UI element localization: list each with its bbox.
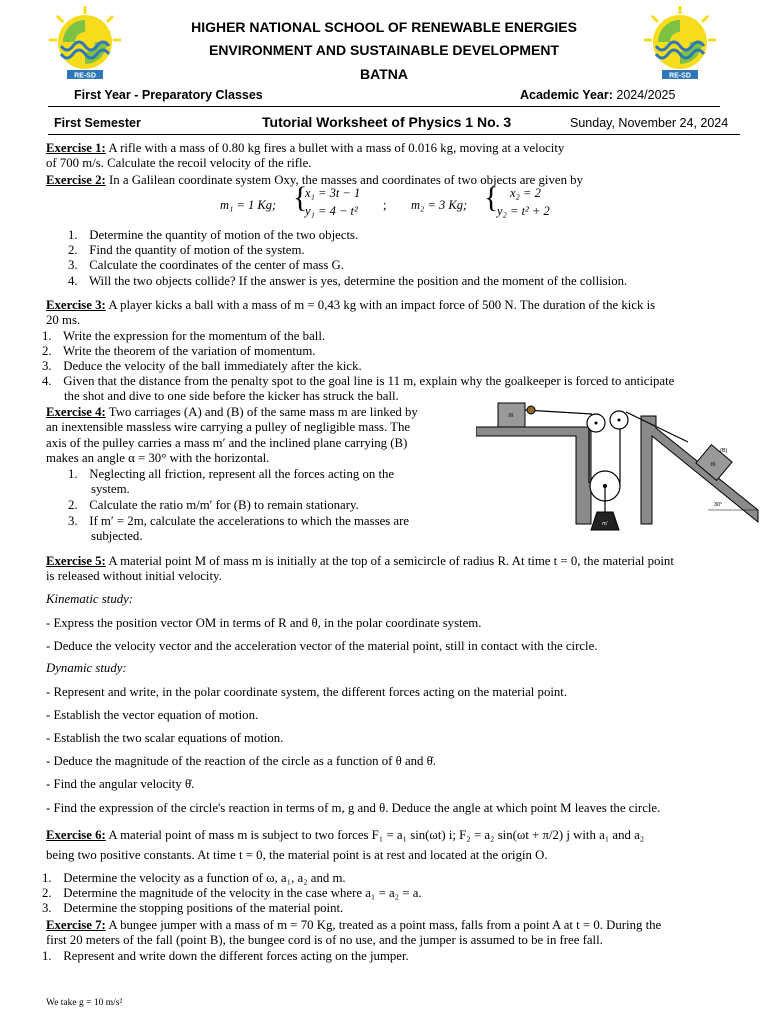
ex5-line2: is released without initial velocity. xyxy=(46,569,222,583)
ex3-item-1: 1. Write the expression for the momentum of the ball. xyxy=(42,329,326,343)
ex6-item-3: 3. Determine the stopping positions of the material point. xyxy=(42,901,344,915)
ex7-line1: Exercise 7: A bungee jumper with a mass of m = 70 Kg, treated as a point mass, falls from a point A at t = 0. During the xyxy=(46,918,662,932)
block-B-tag: (B) xyxy=(720,448,728,454)
table-support xyxy=(476,427,591,524)
ex7-line2: first 20 meters of the fall (point B), the bungee cord is of no use, and the jumper is assumed to be in free fall. xyxy=(46,933,603,947)
dynamic-item-1: - Represent and write, in the polar coordinate system, the different forces acting on the material point. xyxy=(46,685,568,699)
ex1-label: Exercise 1: xyxy=(46,141,106,155)
header-divider xyxy=(48,106,720,107)
ex2-brace2: { xyxy=(484,181,499,214)
dynamic-item-2: - Establish the vector equation of motion. xyxy=(46,708,259,722)
kinematic-item-1: - Express the position vector OM in terms of R and θ, in the polar coordinate system. xyxy=(46,616,482,630)
ex3-item-3: 3. Deduce the velocity of the ball immediately after the kick. xyxy=(42,359,362,373)
ex4-item-3-cont: subjected. xyxy=(91,529,143,543)
ex6-item-2: 2. Determine the magnitude of the velocity in the case where a₁ = a₂ = a. xyxy=(42,886,422,900)
school-name-line2: ENVIRONMENT AND SUSTAINABLE DEVELOPMENT xyxy=(208,42,559,58)
ex2-intro: Exercise 2: In a Galilean coordinate system Oxy, the masses and coordinates of two objects are given by xyxy=(46,173,583,187)
block-B-label: m xyxy=(710,462,716,468)
ex5-line1: Exercise 5: A material point M of mass m is initially at the top of a semicircle of radius R. At time t = 0, the material point xyxy=(46,554,674,568)
school-city: BATNA xyxy=(360,66,408,82)
ex2-y2: y₂ = t² + 2 xyxy=(497,204,550,218)
ex2-m2: m₂ = 3 Kg; xyxy=(411,198,468,212)
ex2-brace1: { xyxy=(293,181,308,214)
ex2-item-1: 1. Determine the quantity of motion of the two objects. xyxy=(68,228,359,242)
ex6-line1: Exercise 6: A material point of mass m is subject to two forces F₁ = a₁ sin(ωt) i; F₂ = a₂ sin(ωt + π/2) j with a₁ and a₂ xyxy=(46,828,645,842)
ex2-item-3: 3. Calculate the coordinates of the center of mass G. xyxy=(68,258,344,272)
ex1-line2: of 700 m/s. Calculate the recoil velocity of the rifle. xyxy=(46,156,312,170)
ex3-line2: 20 ms. xyxy=(46,313,81,327)
angle-label: 30° xyxy=(714,502,723,508)
ex5-label: Exercise 5: xyxy=(46,554,106,568)
ex6-label: Exercise 6: xyxy=(46,828,106,842)
dynamic-item-6: - Find the expression of the circle's reaction in terms of m, g and θ. Deduce the angle at which point M leaves the circle. xyxy=(46,801,661,815)
ex6-item-1: 1. Determine the velocity as a function of ω, a₁, a₂ and m. xyxy=(42,871,346,885)
ex4-line1: Exercise 4: Two carriages (A) and (B) of the same mass m are linked by xyxy=(46,405,418,419)
ex2-label: Exercise 2: xyxy=(46,173,106,187)
dynamic-item-5: - Find the angular velocity θ̇. xyxy=(46,777,195,791)
ex2-item-4: 4. Will the two objects collide? If the answer is yes, determine the position and the moment of the collision. xyxy=(68,274,628,288)
ex7-item-1: 1. Represent and write down the different forces acting on the jumper. xyxy=(42,949,409,963)
ex4-item-3: 3. If m′ = 2m, calculate the accelerations to which the masses are xyxy=(68,514,410,528)
ex2-item-2: 2. Find the quantity of motion of the system. xyxy=(68,243,305,257)
mass-m-prime-label: m' xyxy=(602,521,608,527)
ex2-m1: m₁ = 1 Kg; xyxy=(220,198,277,212)
ex4-line4: makes an angle α = 30° with the horizontal. xyxy=(46,451,270,465)
ex3-item-2: 2. Write the theorem of the variation of momentum. xyxy=(42,344,316,358)
ex7-label: Exercise 7: xyxy=(46,918,106,932)
pulley-incline-figure xyxy=(476,400,764,550)
dynamic-item-4: - Deduce the magnitude of the reaction of the circle as a function of θ and θ̇. xyxy=(46,754,436,768)
worksheet-date: Sunday, November 24, 2024 xyxy=(570,116,729,130)
ex4-item-1-cont: system. xyxy=(91,482,130,496)
kinematic-item-2: - Deduce the velocity vector and the acceleration vector of the material point, still in contact with the circle. xyxy=(46,639,598,653)
ex4-line3: axis of the pulley carries a mass m′ and the inclined plane carrying (B) xyxy=(46,436,408,450)
ex1-line1: Exercise 1: A rifle with a mass of 0.80 kg fires a bullet with a mass of 0.016 kg, moving at a velocity xyxy=(46,141,565,155)
ex3-item-4: 4. Given that the distance from the penalty spot to the goal line is 11 m, explain why the goalkeeper is forced to anticipate xyxy=(42,374,675,388)
semester-label: First Semester xyxy=(54,116,141,130)
pulley-small xyxy=(527,406,535,414)
school-logo-left xyxy=(47,4,123,82)
ex2-x2: x₂ = 2 xyxy=(510,186,541,200)
ex3-line1: Exercise 3: A player kicks a ball with a mass of m = 0,43 kg with an impact force of 500 N. The duration of the kick is xyxy=(46,298,656,312)
ex2-x1: x₁ = 3t − 1 xyxy=(305,186,361,200)
logo-text: RE-SD xyxy=(74,72,96,80)
school-logo-right xyxy=(642,4,718,82)
dynamic-item-3: - Establish the two scalar equations of motion. xyxy=(46,731,284,745)
ex3-item-4-cont: the shot and dive to one side before the kicker has struck the ball. xyxy=(64,389,399,403)
ex3-label: Exercise 3: xyxy=(46,298,106,312)
school-name-line1: HIGHER NATIONAL SCHOOL OF RENEWABLE ENERGIES xyxy=(191,19,577,35)
ex2-separator: ; xyxy=(383,198,387,212)
ex6-line2: being two positive constants. At time t = 0, the material point is at rest and located at the origin O. xyxy=(46,848,548,862)
title-divider xyxy=(48,134,740,135)
block-A-label: m xyxy=(508,413,514,419)
ex2-y1: y₁ = 4 − t² xyxy=(305,204,358,218)
inclined-plane xyxy=(641,416,758,524)
dynamic-title: Dynamic study: xyxy=(46,661,127,675)
logo-text: RE-SD xyxy=(669,72,691,80)
kinematic-title: Kinematic study: xyxy=(46,592,134,606)
ex4-item-1: 1. Neglecting all friction, represent all the forces acting on the xyxy=(68,467,395,481)
ex4-item-2: 2. Calculate the ratio m/m′ for (B) to remain stationary. xyxy=(68,498,359,512)
ex4-line2: an inextensible massless wire carrying a pulley of negligible mass. The xyxy=(46,420,411,434)
worksheet-title: Tutorial Worksheet of Physics 1 No. 3 xyxy=(262,114,512,130)
academic-year: Academic Year: 2024/2025 xyxy=(520,88,676,102)
class-label: First Year - Preparatory Classes xyxy=(74,88,263,102)
ex4-label: Exercise 4: xyxy=(46,405,106,419)
footnote: We take g = 10 m/s² xyxy=(46,998,123,1008)
